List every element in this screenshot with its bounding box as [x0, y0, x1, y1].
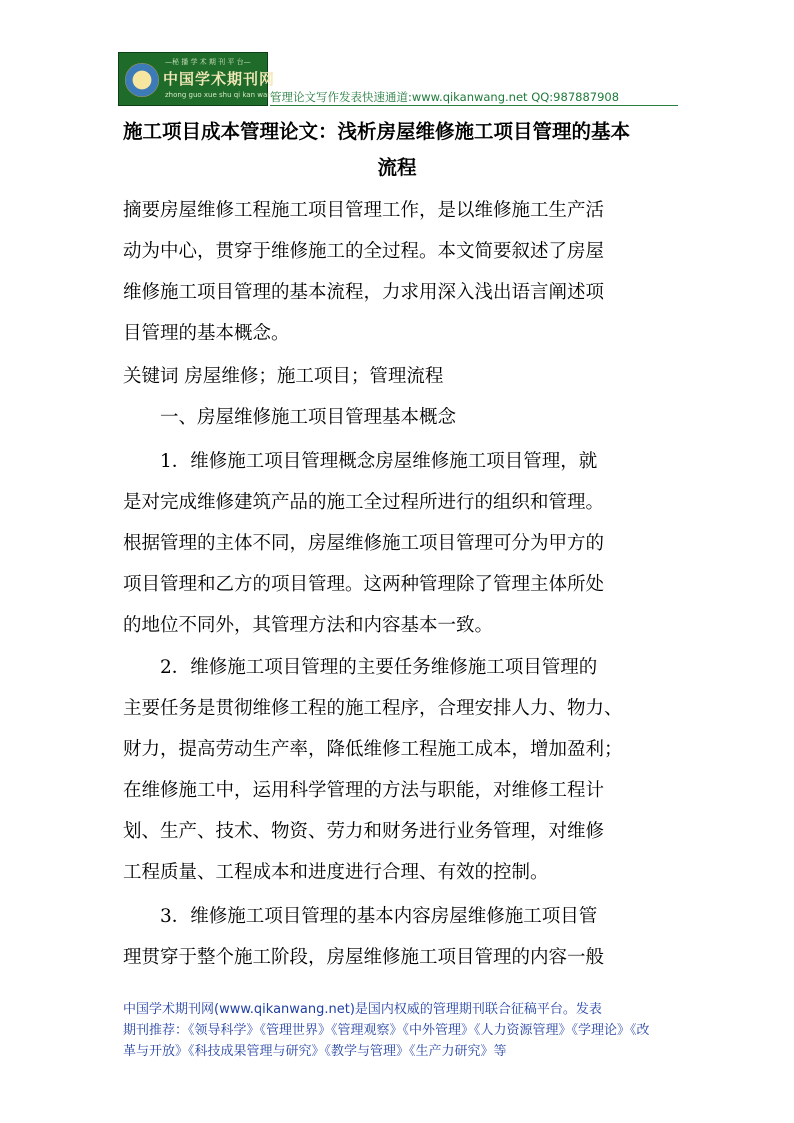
header-link[interactable]: 管理论文写作发表快速通道:www.qikanwang.net QQ:987887908 — [270, 90, 620, 104]
body-line: 3．维修施工项目管理的基本内容房屋维修施工项目管 — [123, 906, 598, 927]
body-line: 维修施工项目管理的基本流程，力求用深入浅出语言阐述项 — [123, 282, 605, 303]
logo-tagline: —秘 播 学 术 期 刊 平 台— — [165, 58, 251, 66]
keywords-line: 关键词 房屋维修；施工项目；管理流程 — [123, 366, 444, 387]
body-line: 的地位不同外，其管理方法和内容基本一致。 — [123, 615, 494, 636]
site-logo[interactable] — [118, 52, 277, 106]
book-globe-icon — [125, 63, 159, 97]
document-title-line-2: 流程 — [377, 156, 417, 179]
document-title-line-1: 施工项目成本管理论文：浅析房屋维修施工项目管理的基本 — [123, 120, 631, 143]
body-line: 摘要房屋维修工程施工项目管理工作，是以维修施工生产活 — [123, 200, 605, 221]
body-line: 划、生产、技术、物资、劳力和财务进行业务管理，对维修 — [123, 821, 605, 842]
body-line: 根据管理的主体不同，房屋维修施工项目管理可分为甲方的 — [123, 533, 605, 554]
section-heading: 一、房屋维修施工项目管理基本概念 — [123, 407, 457, 428]
logo-title: 中国学术期刊网 — [163, 70, 276, 88]
logo-pinyin: zhong guo xue shu qi kan wang — [165, 91, 277, 99]
footer-line-3: 革与开放》《科技成果管理与研究》《教学与管理》《生产力研究》等 — [123, 1044, 507, 1059]
body-line: 主要任务是贯彻维修工程的施工程序，合理安排人力、物力、 — [123, 698, 623, 719]
page-header — [118, 52, 678, 108]
footer-line-2: 期刊推荐：《领导科学》《管理世界》《管理观察》《中外管理》《人力资源管理》《学理论》《改 — [123, 1023, 650, 1038]
header-divider — [270, 105, 678, 106]
body-line: 项目管理和乙方的项目管理。这两种管理除了管理主体所处 — [123, 574, 605, 595]
footer-line-1: 中国学术期刊网(www.qikanwang.net)是国内权威的管理期刊联合征稿平台。发表 — [123, 1002, 602, 1017]
body-line: 动为中心，贯穿于维修施工的全过程。本文简要叙述了房屋 — [123, 241, 605, 262]
body-line: 目管理的基本概念。 — [123, 323, 290, 344]
body-line: 1．维修施工项目管理概念房屋维修施工项目管理，就 — [123, 451, 598, 472]
body-line: 是对完成维修建筑产品的施工全过程所进行的组织和管理。 — [123, 492, 605, 513]
body-line: 工程质量、工程成本和进度进行合理、有效的控制。 — [123, 862, 549, 883]
body-line: 在维修施工中，运用科学管理的方法与职能，对维修工程计 — [123, 780, 605, 801]
body-line: 财力，提高劳动生产率，降低维修工程施工成本，增加盈利； — [123, 739, 623, 760]
body-line: 理贯穿于整个施工阶段，房屋维修施工项目管理的内容一般 — [123, 947, 605, 968]
body-line: 2．维修施工项目管理的主要任务维修施工项目管理的 — [123, 657, 598, 678]
